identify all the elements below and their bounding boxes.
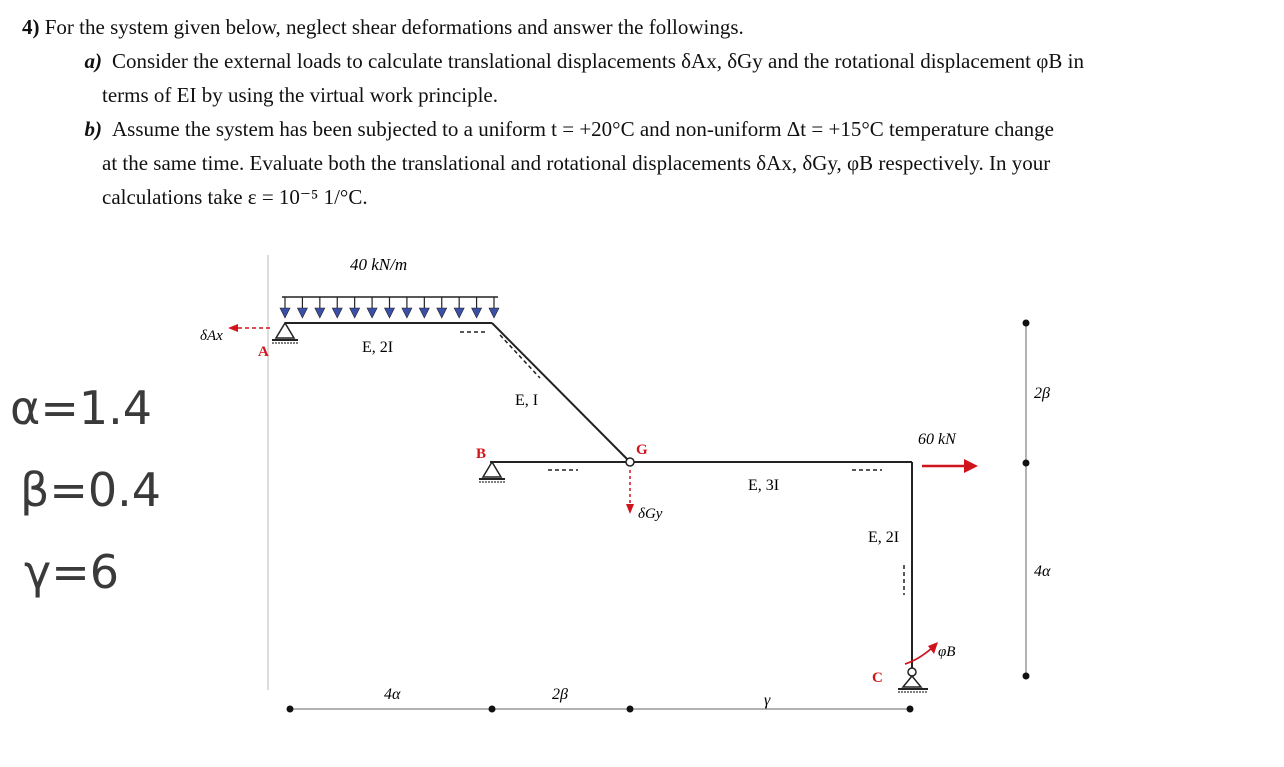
delta-gy-label: δGy: [638, 506, 663, 522]
support-a: [272, 323, 298, 343]
load-arrow-head: [437, 308, 447, 318]
load-arrow-head: [419, 308, 429, 318]
load-arrow-head: [350, 308, 360, 318]
handwritten-beta: β=0.4: [20, 463, 162, 517]
point-load-label: 60 kN: [918, 431, 956, 448]
hinge-g: [626, 458, 634, 466]
part-a-text-1: Consider the external loads to calculate translational displacements δAx, δGy and the rotational displacement φB in: [112, 49, 1084, 73]
dim-bottom-1: 4α: [384, 686, 401, 703]
part-a-label: a): [84, 49, 102, 73]
distributed-load-label: 40 kN/m: [350, 255, 408, 274]
load-arrow-head: [280, 308, 290, 318]
fiber-markers: [460, 332, 904, 595]
dim-right-1: 2β: [1034, 385, 1050, 402]
member-ab-label: E, 2I: [362, 339, 394, 356]
delta-gy-arrow: [626, 470, 634, 514]
handwritten-notes: [10, 381, 161, 599]
load-arrow-head: [385, 308, 395, 318]
dim-bottom-2: 2β: [552, 686, 568, 703]
part-b-text-3: calculations take ε = 10⁻⁵ 1/°C.: [102, 185, 368, 209]
support-c: [898, 668, 928, 692]
load-arrow-head: [489, 308, 499, 318]
load-arrow-head: [315, 308, 325, 318]
member-bg-label: E, I: [515, 392, 539, 409]
phi-b-label: φB: [938, 644, 956, 660]
load-arrow-head: [332, 308, 342, 318]
node-b-label: B: [476, 446, 487, 462]
phi-b-arrow: [905, 642, 938, 664]
question-number: 4): [22, 15, 40, 39]
load-arrow-head: [402, 308, 412, 318]
member-dc-label: E, 2I: [868, 529, 900, 546]
load-arrow-head: [297, 308, 307, 318]
load-arrow-head: [472, 308, 482, 318]
load-arrow-head: [367, 308, 377, 318]
question-intro: For the system given below, neglect shear deformations and answer the followings.: [44, 15, 744, 39]
member-bg: [492, 323, 630, 462]
part-b-text-1: Assume the system has been subjected to a uniform t = +20°C and non-uniform Δt = +15°C temperature change: [112, 117, 1054, 141]
node-g-label: G: [636, 442, 648, 458]
point-load-arrow: [922, 459, 978, 473]
node-c-label: C: [872, 670, 883, 686]
bottom-dimension: [287, 706, 914, 713]
member-gd-label: E, 3I: [748, 477, 780, 494]
delta-ax-arrow: [228, 324, 270, 332]
handwritten-alpha: α=1.4: [10, 381, 153, 435]
dim-right-2: 4α: [1034, 563, 1051, 580]
dim-bottom-3: γ: [764, 692, 771, 709]
load-arrow-head: [454, 308, 464, 318]
right-dimension: [1023, 320, 1030, 680]
delta-ax-label: δAx: [200, 328, 223, 344]
part-b-label: b): [84, 117, 102, 141]
support-b: [479, 462, 505, 482]
distributed-load: [280, 297, 499, 318]
frame-members: [285, 323, 912, 668]
part-b-text-2: at the same time. Evaluate both the translational and rotational displacements δAx, δGy, φB respectively. In your: [102, 151, 1051, 175]
node-a-label: A: [258, 344, 269, 360]
handwritten-gamma: γ=6: [24, 545, 120, 599]
part-a-text-2: terms of EI by using the virtual work principle.: [102, 83, 498, 107]
